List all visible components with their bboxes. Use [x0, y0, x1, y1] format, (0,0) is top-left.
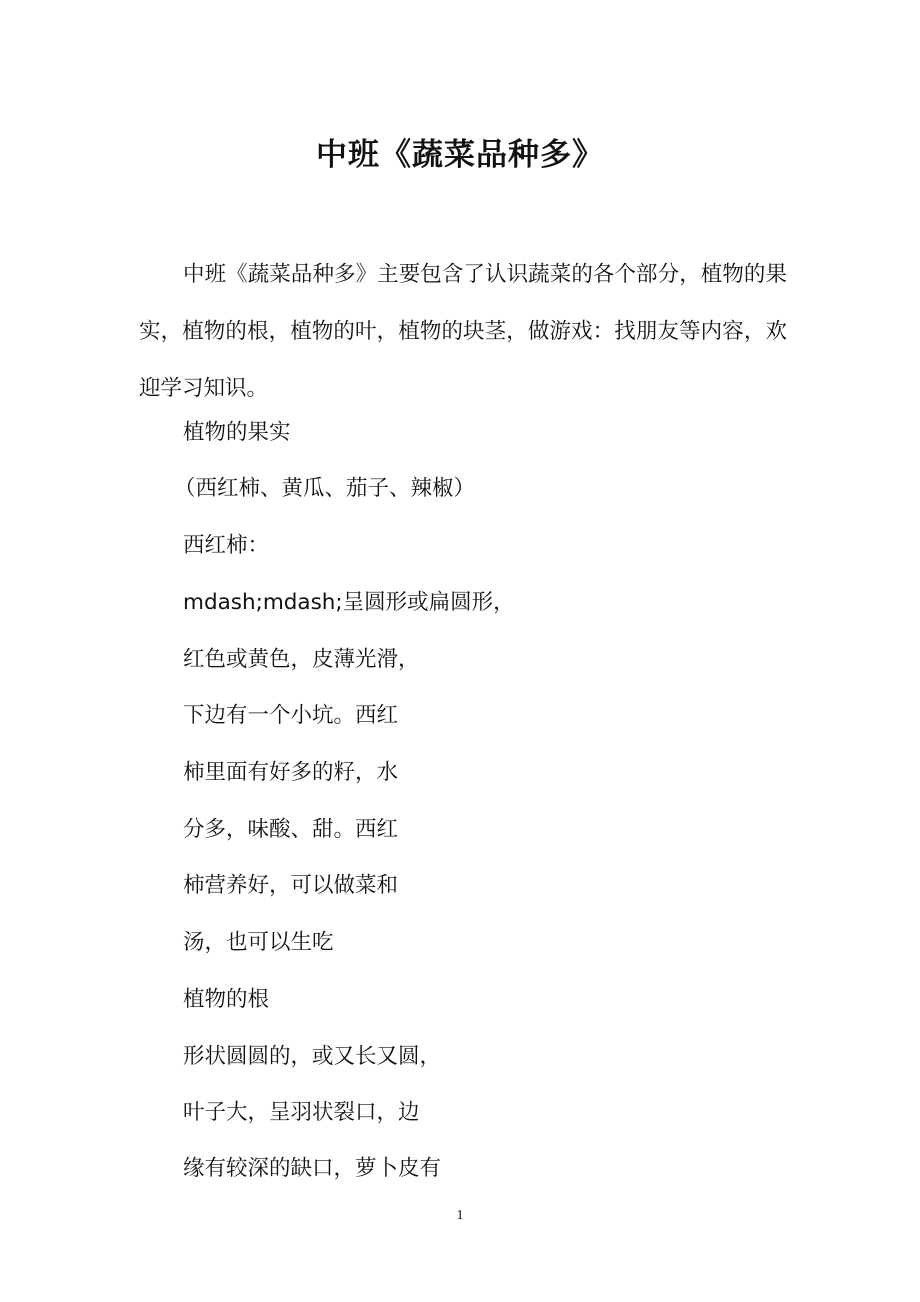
section-heading-root: 植物的根 — [183, 987, 270, 1012]
body-line: 形状圆圆的，或又长又圆， — [183, 1044, 442, 1069]
body-line: 分多，味酸、甜。西红 — [183, 817, 399, 842]
body-line: 汤，也可以生吃 — [183, 930, 334, 955]
page-number: 1 — [456, 1208, 464, 1223]
body-line: 红色或黄色，皮薄光滑， — [183, 647, 420, 672]
fruit-examples-line: （西红柿、黄瓜、茄子、辣椒） — [174, 476, 476, 501]
intro-paragraph: 中班《蔬菜品种多》主要包含了认识蔬菜的各个部分，植物的果实，植物的根，植物的叶，植物的块茎，做游戏：找朋友等内容，欢迎学习知识。 — [139, 262, 787, 401]
body-line: mdash;mdash;呈圆形或扁圆形， — [183, 590, 515, 615]
body-line: 下边有一个小坑。西红 — [183, 703, 399, 728]
section-heading-fruit: 植物的果实 — [183, 420, 291, 445]
body-line: 柿营养好，可以做菜和 — [183, 873, 399, 898]
tomato-heading: 西红柿： — [183, 533, 270, 558]
body-line: 叶子大，呈羽状裂口，边 — [183, 1100, 420, 1125]
document-title: 中班《蔬菜品种多》 — [316, 136, 604, 173]
body-line: 缘有较深的缺口，萝卜皮有 — [183, 1156, 442, 1181]
body-line: 柿里面有好多的籽，水 — [183, 760, 399, 785]
